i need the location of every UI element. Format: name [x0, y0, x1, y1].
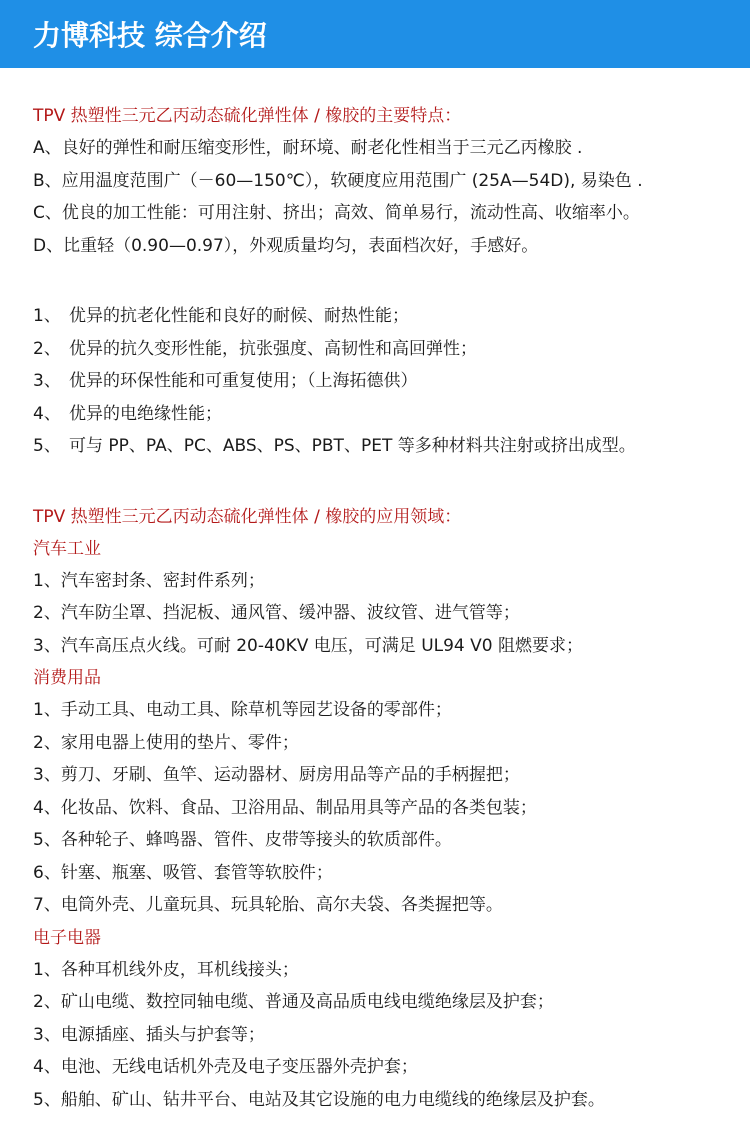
application-item: 3、电源插座、插头与护套等； [33, 1024, 265, 1045]
advantage-item [33, 333, 730, 366]
advantage-text: 优异的抗老化性能和良好的耐候、耐热性能； [69, 306, 409, 326]
content [0, 100, 750, 1116]
page-title: 力博科技 综合介绍 [33, 19, 267, 52]
features-title: TPV 热塑性三元乙丙动态硫化弹性体 / 橡胶的主要特点： [33, 106, 462, 126]
advantage-text: 优异的电绝缘性能； [69, 403, 222, 424]
application-item: 5、各种轮子、蜂鸣器、管件、皮带等接头的软质部件。 [33, 830, 452, 850]
advantage-number: 1、 [33, 306, 61, 326]
application-item: 4、化妆品、饮料、食品、卫浴用品、制品用具等产品的各类包装； [33, 797, 537, 818]
advantage-item [33, 430, 730, 463]
application-item: 7、电筒外壳、儿童玩具、玩具轮胎、高尔夫袋、各类握把等。 [33, 895, 503, 915]
category-heading-automotive: 汽车工业 [33, 538, 101, 559]
feature-item: B、应用温度范围广（－60—150℃），软硬度应用范围广 (25A—54D), 易染色 . [33, 170, 643, 191]
advantage-number: 3、 [33, 371, 61, 391]
advantage-number: 5、 [33, 436, 61, 456]
feature-item: C、优良的加工性能：可用注射、挤出；高效、简单易行，流动性高、收缩率小。 [33, 203, 640, 223]
application-item: 1、汽车密封条、密封件系列； [33, 570, 265, 591]
application-item: 6、针塞、瓶塞、吸管、套管等软胶件； [33, 862, 333, 883]
advantage-number: 4、 [33, 403, 61, 424]
application-item: 2、矿山电缆、数控同轴电缆、普通及高品质电线电缆绝缘层及护套； [33, 992, 554, 1012]
application-item: 4、电池、无线电话机外壳及电子变压器外壳护套； [33, 1057, 418, 1077]
header-bar [0, 0, 750, 68]
application-item: 5、船舶、矿山、钻井平台、电站及其它设施的电力电缆线的绝缘层及护套。 [33, 1089, 605, 1110]
application-item: 3、剪刀、牙刷、鱼竿、运动器材、厨房用品等产品的手柄握把； [33, 765, 520, 785]
application-item: 1、各种耳机线外皮，耳机线接头； [33, 959, 299, 980]
advantage-text: 可与 PP、PA、PC、ABS、PS、PBT、PET 等多种材料共注射或挤出成型。 [69, 436, 636, 456]
advantage-item [33, 300, 730, 333]
advantage-item [33, 398, 730, 431]
feature-item: A、良好的弹性和耐压缩变形性，耐环境、耐老化性相当于三元乙丙橡胶 . [33, 138, 583, 158]
category-heading-electronics: 电子电器 [33, 927, 101, 948]
advantage-text: 优异的环保性能和可重复使用；（上海拓德供） [69, 371, 418, 391]
application-item: 2、家用电器上使用的垫片、零件； [33, 732, 299, 753]
category-heading-consumer: 消费用品 [33, 668, 101, 688]
advantage-number: 2、 [33, 338, 61, 359]
application-item: 1、手动工具、电动工具、除草机等园艺设备的零部件； [33, 700, 452, 720]
advantages-list [33, 300, 730, 463]
feature-item: D、比重轻（0.90—0.97），外观质量均匀，表面档次好，手感好。 [33, 235, 539, 256]
advantage-text: 优异的抗久变形性能，抗张强度、高韧性和高回弹性； [69, 338, 477, 359]
applications-title: TPV 热塑性三元乙丙动态硫化弹性体 / 橡胶的应用领域： [33, 506, 462, 527]
application-item: 3、汽车高压点火线。可耐 20-40KV 电压，可满足 UL94 V0 阻燃要求； [33, 635, 584, 656]
advantage-item [33, 365, 730, 398]
application-item: 2、汽车防尘罩、挡泥板、通风管、缓冲器、波纹管、进气管等； [33, 603, 520, 623]
